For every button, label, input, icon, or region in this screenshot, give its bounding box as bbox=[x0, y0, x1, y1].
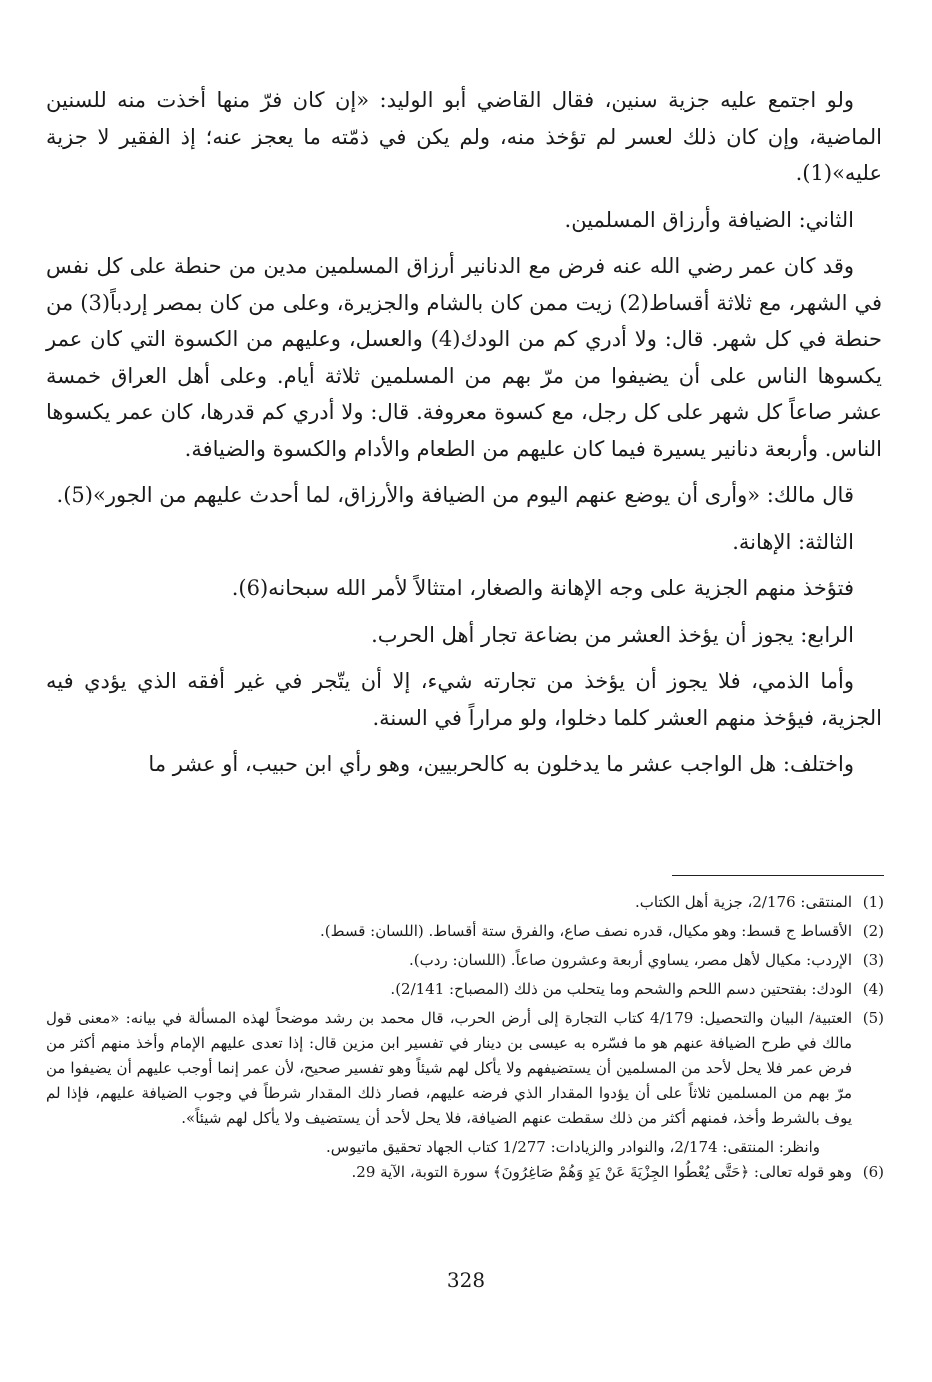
section-heading-third: الثالثة: الإهانة. bbox=[732, 529, 854, 554]
footnote-text: الودك: بفتحتين دسم اللحم والشحم وما يتحلب من ذلك (المصباح: 2/141). bbox=[390, 980, 852, 998]
footnote-number: (4) bbox=[862, 980, 884, 998]
footnote-6 bbox=[46, 1160, 884, 1185]
footnote-text: الأقساط ج قسط: وهو مكيال، قدره نصف صاع، والفرق ستة أقساط. (اللسان: قسط). bbox=[319, 922, 852, 940]
section-heading-fourth: الرابع: يجوز أن يؤخذ العشر من بضاعة تجار أهل الحرب. bbox=[371, 622, 854, 647]
footnote-number: (2) bbox=[862, 922, 884, 940]
footnote-1 bbox=[46, 890, 884, 915]
paragraph-9: واختلف: هل الواجب عشر ما يدخلون به كالحربيين، وهو رأي ابن حبيب، أو عشر ما bbox=[148, 752, 854, 776]
footnote-3 bbox=[46, 948, 884, 973]
footnotes bbox=[46, 890, 884, 1189]
footnote-4 bbox=[46, 977, 884, 1002]
paragraph-4: قال مالك: «وأرى أن يوضع عنهم اليوم من الضيافة والأرزاق، لما أحدث عليهم من الجور»(5). bbox=[56, 483, 854, 507]
page-number: 328 bbox=[446, 1268, 486, 1292]
section-heading-second: الثاني: الضيافة وأرزاق المسلمين. bbox=[564, 207, 854, 232]
footnote-2 bbox=[46, 919, 884, 944]
footnote-5 bbox=[46, 1006, 884, 1131]
paragraph-8: وأما الذمي، فلا يجوز أن يؤخذ من تجارته شيء، إلا أن يتّجر في غير أفقه الذي يؤدي فيه الجزية، فيؤخذ منهم العشر كلما دخلوا، ولو مراراً في السنة. bbox=[46, 669, 882, 730]
footnote-separator bbox=[672, 875, 884, 876]
footnote-text: العتبية/ البيان والتحصيل: 4/179 كتاب التجارة إلى أرض الحرب، قال محمد بن رشد موضحاً لهذه المسألة في بيانه: «معنى قول مالك في طرح الضيافة عنهم هو ما فسّره به عيسى بن دينار في تفسير ابن مزين قال: إذا تعدى عليهم الإمام وأخذ منهم أكثر من فرض عمر فلا يحل لأحد من المسلمين أن يستضيفهم ولا يأكل لهم شيئاً وهو تفسير صحيح، لأن عمر إنما أوجب عليهم أن يضيفوا من مرّ بهم من المسلمين ثلاثاً على أن يؤدوا المقدار الذي فرضه عليهم، فصار ذلك المقدار شرطاً في وجوب الضيافة عليهم، فإذا لم يوف بالشرط وأخذ، فمنهم أكثر من ذلك سقطت عنهم الضيافة، فلا يحل لأحد أن يستضيف ولا يأكل لهم شيئاً». bbox=[46, 1009, 852, 1127]
footnote-5-see-also: وانظر: المنتقى: 2/174، والنوادر والزيادات: 1/277 كتاب الجهاد تحقيق ماتيوس. bbox=[325, 1138, 820, 1156]
footnote-number: (3) bbox=[862, 951, 884, 969]
footnote-number: (1) bbox=[862, 893, 884, 911]
footnote-text: وهو قوله تعالى: ﴿حَتَّى يُعْطُوا الجِزْيَةَ عَنْ يَدٍ وَهُمْ صَاغِرُونَ﴾ سورة التوبة، الآية 29. bbox=[351, 1163, 852, 1181]
footnote-number: (6) bbox=[862, 1163, 884, 1181]
paragraph-1: ولو اجتمع عليه جزية سنين، فقال القاضي أبو الوليد: «إن كان فرّ منها أخذت منه للسنين الماضية، وإن كان ذلك لعسر لم تؤخذ منه، ولم يكن في ذمّته ما يعجز عنه؛ إذ الفقير لا جزية عليه»(1). bbox=[46, 88, 882, 185]
paragraph-3: وقد كان عمر رضي الله عنه فرض مع الدنانير أرزاق المسلمين مدين من حنطة على كل نفس في الشهر، مع ثلاثة أقساط(2) زيت ممن كان بالشام والجزيرة، وعلى من كان بمصر إردباً(3) من حنطة في كل شهر. قال: ولا أدري كم من الودك(4) والعسل، وعليهم من الكسوة التي كان عمر يكسوها الناس على أن يضيفوا من مرّ بهم من المسلمين ثلاثة أيام. وعلى أهل العراق خمسة عشر صاعاً كل شهر على كل رجل، مع كسوة معروفة. قال: ولا أدري كم قدرها، كان عمر يكسوها الناس. وأربعة دنانير يسيرة فيما كان عليهم من الطعام والأدام والكسوة والضيافة. bbox=[46, 254, 882, 461]
footnote-text: الإردب: مكيال لأهل مصر، يساوي أربعة وعشرون صاعاً. (اللسان: ردب). bbox=[409, 951, 852, 969]
footnote-number: (5) bbox=[862, 1009, 884, 1027]
paragraph-6: فتؤخذ منهم الجزية على وجه الإهانة والصغار، امتثالاً لأمر الله سبحانه(6). bbox=[231, 576, 854, 600]
main-text-body bbox=[46, 82, 882, 783]
footnote-text: المنتقى: 2/176، جزية أهل الكتاب. bbox=[635, 893, 852, 911]
